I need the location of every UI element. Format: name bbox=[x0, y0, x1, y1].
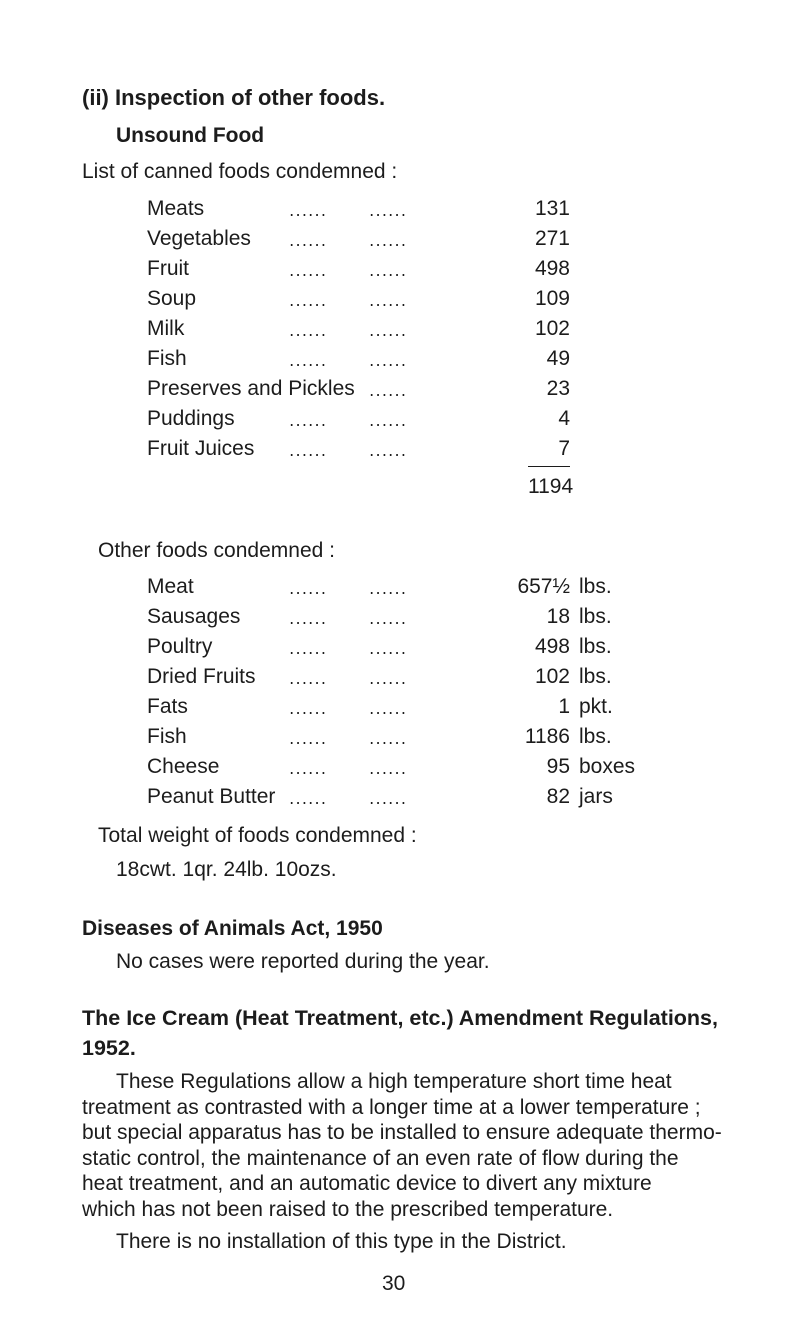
list-item bbox=[147, 257, 587, 287]
leader-dots: ․․․․․․ bbox=[289, 671, 328, 688]
item-value: 1186 bbox=[524, 725, 570, 748]
leader-dots: ․․․․․․ bbox=[369, 383, 408, 400]
list-item bbox=[147, 695, 707, 725]
list-item bbox=[147, 665, 707, 695]
paragraph-line: but special apparatus has to be installed to ensure adequate thermo- bbox=[82, 1121, 722, 1144]
leader-dots: ․․․․․․ bbox=[289, 233, 328, 250]
item-name: Meat bbox=[147, 575, 194, 598]
leader-dots: ․․․․․․ bbox=[289, 413, 328, 430]
leader-dots: ․․․․․․ bbox=[289, 581, 328, 598]
item-value: 18 bbox=[546, 605, 570, 628]
item-name: Fruit Juices bbox=[147, 437, 255, 460]
ice-cream-title-line2: 1952. bbox=[82, 1036, 136, 1060]
item-value: 49 bbox=[546, 347, 570, 370]
item-unit: lbs. bbox=[579, 605, 612, 628]
item-value: 131 bbox=[534, 197, 570, 220]
leader-dots: ․․․․․․ bbox=[369, 641, 408, 658]
leader-dots: ․․․․․․ bbox=[369, 323, 408, 340]
leader-dots: ․․․․․․ bbox=[369, 233, 408, 250]
item-name: Fruit bbox=[147, 257, 189, 280]
leader-dots: ․․․․․․ bbox=[369, 353, 408, 370]
item-name: Fish bbox=[147, 347, 187, 370]
leader-dots: ․․․․․․ bbox=[369, 581, 408, 598]
item-name: Dried Fruits bbox=[147, 665, 256, 688]
item-name: Peanut Butter bbox=[147, 785, 276, 808]
item-name: Poultry bbox=[147, 635, 213, 658]
ice-cream-paragraph bbox=[82, 1069, 752, 1222]
page-number: 30 bbox=[382, 1272, 406, 1295]
list-item bbox=[147, 287, 587, 317]
canned-foods-total: 1194 bbox=[528, 475, 574, 498]
item-value: 498 bbox=[534, 635, 570, 658]
paragraph-line: heat treatment, and an automatic device to divert any mixture bbox=[82, 1172, 652, 1195]
leader-dots: ․․․․․․ bbox=[369, 293, 408, 310]
item-value: 109 bbox=[534, 287, 570, 310]
item-unit: jars bbox=[579, 785, 613, 808]
list-item bbox=[147, 317, 587, 347]
list-item bbox=[147, 755, 707, 785]
item-name: Preserves and Pickles bbox=[147, 377, 355, 400]
list-item bbox=[147, 785, 707, 815]
item-name: Puddings bbox=[147, 407, 235, 430]
item-name: Cheese bbox=[147, 755, 220, 778]
leader-dots: ․․․․․․ bbox=[369, 701, 408, 718]
total-weight-label: Total weight of foods condemned : bbox=[98, 824, 417, 847]
leader-dots: ․․․․․․ bbox=[369, 203, 408, 220]
diseases-title: Diseases of Animals Act, 1950 bbox=[82, 917, 383, 940]
list-item bbox=[147, 377, 587, 407]
list-item bbox=[147, 635, 707, 665]
leader-dots: ․․․․․․ bbox=[289, 203, 328, 220]
item-unit: pkt. bbox=[579, 695, 613, 718]
leader-dots: ․․․․․․ bbox=[369, 761, 408, 778]
ice-cream-closing: There is no installation of this type in the District. bbox=[116, 1230, 567, 1253]
canned-foods-intro: List of canned foods condemned : bbox=[82, 160, 398, 183]
item-value: 82 bbox=[546, 785, 570, 808]
leader-dots: ․․․․․․ bbox=[289, 761, 328, 778]
list-item bbox=[147, 437, 587, 467]
leader-dots: ․․․․․․ bbox=[369, 443, 408, 460]
item-name: Milk bbox=[147, 317, 185, 340]
total-weight-value: 18cwt. 1qr. 24lb. 10ozs. bbox=[116, 858, 337, 881]
item-value: 1 bbox=[558, 695, 570, 718]
item-value: 4 bbox=[558, 407, 570, 430]
item-unit: lbs. bbox=[579, 665, 612, 688]
item-value: 498 bbox=[534, 257, 570, 280]
item-value: 95 bbox=[546, 755, 570, 778]
leader-dots: ․․․․․․ bbox=[289, 641, 328, 658]
leader-dots: ․․․․․․ bbox=[289, 791, 328, 808]
leader-dots: ․․․․․․ bbox=[289, 701, 328, 718]
paragraph-line: These Regulations allow a high temperature short time heat bbox=[116, 1070, 672, 1093]
section-title: (ii) Inspection of other foods. bbox=[82, 85, 386, 110]
item-value: 7 bbox=[558, 437, 570, 460]
item-value: 102 bbox=[534, 665, 570, 688]
list-item bbox=[147, 575, 707, 605]
item-unit: boxes bbox=[579, 755, 636, 778]
paragraph-line: static control, the maintenance of an even rate of flow during the bbox=[82, 1146, 679, 1170]
leader-dots: ․․․․․․ bbox=[289, 263, 328, 280]
leader-dots: ․․․․․․ bbox=[369, 791, 408, 808]
item-name: Fish bbox=[147, 725, 187, 748]
diseases-text: No cases were reported during the year. bbox=[116, 950, 490, 973]
subsection-title: Unsound Food bbox=[116, 124, 265, 147]
item-name: Fats bbox=[147, 695, 188, 718]
leader-dots: ․․․․․․ bbox=[369, 671, 408, 688]
other-foods-intro: Other foods condemned : bbox=[98, 539, 335, 562]
list-item bbox=[147, 605, 707, 635]
item-unit: lbs. bbox=[579, 725, 612, 748]
item-unit: lbs. bbox=[579, 575, 612, 598]
item-name: Vegetables bbox=[147, 227, 251, 250]
item-name: Sausages bbox=[147, 605, 241, 628]
leader-dots: ․․․․․․ bbox=[289, 731, 328, 748]
list-item bbox=[147, 197, 587, 227]
item-value: 23 bbox=[546, 377, 570, 400]
list-item bbox=[147, 725, 707, 755]
list-item bbox=[147, 227, 587, 257]
leader-dots: ․․․․․․ bbox=[289, 293, 328, 310]
leader-dots: ․․․․․․ bbox=[289, 323, 328, 340]
list-item bbox=[147, 347, 587, 377]
paragraph-line: which has not been raised to the prescribed temperature. bbox=[82, 1197, 614, 1221]
leader-dots: ․․․․․․ bbox=[369, 731, 408, 748]
paragraph-line: treatment as contrasted with a longer time at a lower temperature ; bbox=[82, 1095, 701, 1119]
leader-dots: ․․․․․․ bbox=[289, 611, 328, 628]
leader-dots: ․․․․․․ bbox=[289, 353, 328, 370]
sum-rule bbox=[528, 466, 570, 467]
item-value: 657½ bbox=[517, 575, 570, 598]
item-unit: lbs. bbox=[579, 635, 612, 658]
item-name: Meats bbox=[147, 197, 205, 220]
ice-cream-title-line1: The Ice Cream (Heat Treatment, etc.) Amendment Regulations, bbox=[82, 1006, 718, 1030]
leader-dots: ․․․․․․ bbox=[369, 611, 408, 628]
leader-dots: ․․․․․․ bbox=[369, 413, 408, 430]
list-item bbox=[147, 407, 587, 437]
item-value: 271 bbox=[534, 227, 570, 250]
item-name: Soup bbox=[147, 287, 197, 310]
leader-dots: ․․․․․․ bbox=[369, 263, 408, 280]
leader-dots: ․․․․․․ bbox=[289, 443, 328, 460]
item-value: 102 bbox=[534, 317, 570, 340]
